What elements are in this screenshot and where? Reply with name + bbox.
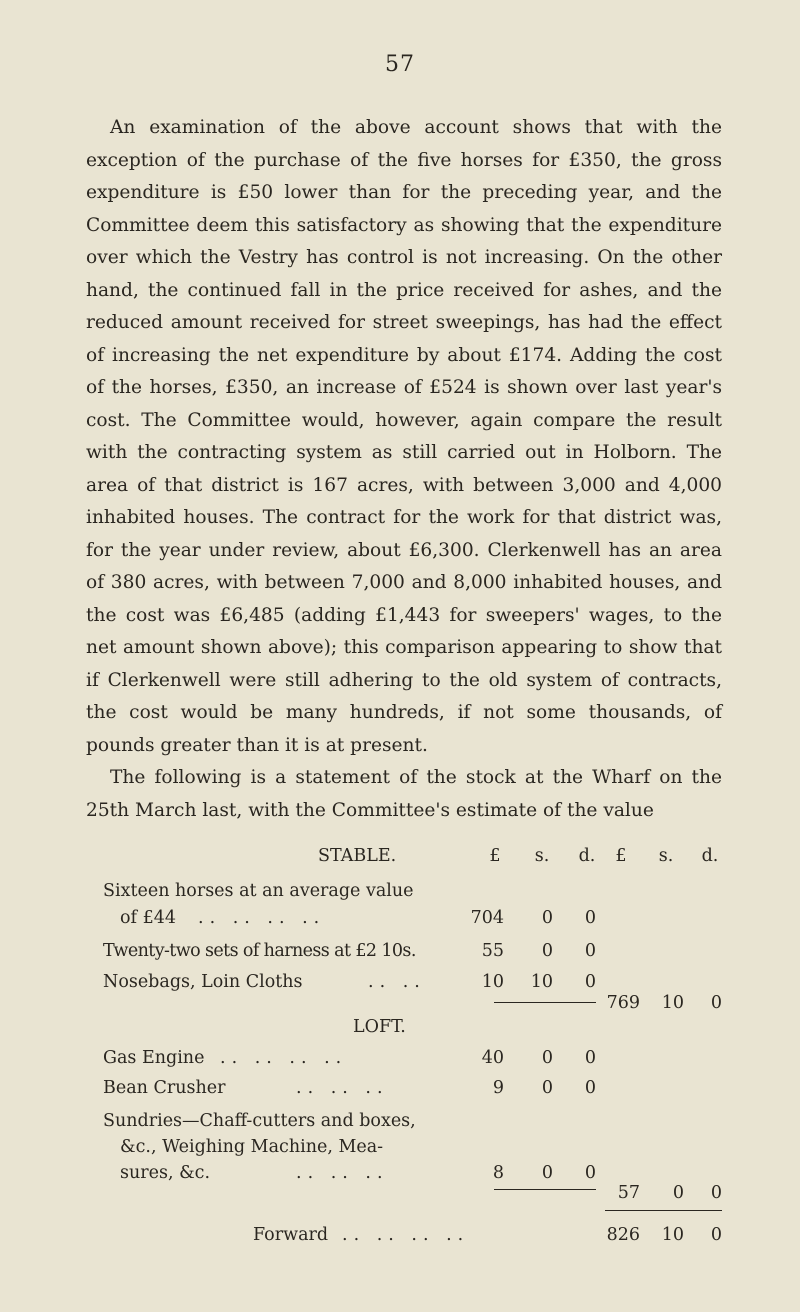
subtotal-rule — [494, 1189, 596, 1190]
row-pounds: 8 — [492, 1163, 504, 1183]
forward-pounds: 826 — [606, 1225, 640, 1245]
row-shillings: 0 — [541, 941, 553, 961]
row-leader-dots: .. .. — [368, 972, 426, 992]
body-text — [86, 112, 722, 827]
header-shillings: s. — [534, 846, 550, 866]
forward-shillings: 10 — [661, 1225, 684, 1245]
stable-total-pence: 0 — [710, 993, 722, 1013]
paragraph-statement-intro: The following is a statement of the stock at the Wharf on the 25th March last, with the Committee's estimate of the value — [86, 767, 722, 821]
row-label: sures, &c. — [120, 1163, 211, 1183]
stable-total-pounds: 769 — [606, 993, 640, 1013]
row-label: Bean Crusher — [103, 1078, 226, 1098]
row-leader-dots: .. .. .. .. — [220, 1048, 348, 1068]
stable-total-shillings: 10 — [661, 993, 684, 1013]
row-label: Gas Engine — [103, 1048, 205, 1068]
forward-label: Forward — [253, 1225, 329, 1245]
row-pence: 0 — [584, 941, 596, 961]
stable-heading: STABLE. — [318, 846, 397, 866]
paragraph-examination: An examination of the above account shows that with the exception of the purchase of the five horses for £350, the gross expenditure is £50 lower than for the preceding year, and the Committee deem this satisfactory as showing that the expenditure over which the Vestry has control is not increasing. On the other hand, the continued fall in the price received for ashes, and the reduced amount received for street sweepings, has had the effect of increasing the net expenditure by about £174. Adding the cost of the horses, £350, an increase of £524 is shown over last year's cost. The Committee would, however, again compare the result with the contracting system as still carried out in Holborn. The area of that district is 167 acres, with between 3,000 and 4,000 inhabited houses. The contract for the work for that district was, for the year under review, about £6,300. Clerkenwell has an area of 380 acres, with between 7,000 and 8,000 inhabited houses, and the cost was £6,485 (adding £1,443 for sweepers' wages, to the net amount shown above); this comparison appearing to show that if Clerkenwell were still adhering to the old system of contracts, the cost would be many hundreds, if not some thousands, of pounds greater than it is at present. — [86, 117, 722, 756]
row-label: Sixteen horses at an average value — [103, 881, 414, 901]
row-shillings: 10 — [530, 972, 553, 992]
row-pounds: 704 — [470, 908, 504, 928]
page-number: 57 — [385, 52, 415, 77]
row-pounds: 10 — [481, 972, 504, 992]
loft-total-shillings: 0 — [672, 1183, 684, 1203]
row-label: of £44 — [120, 908, 176, 928]
row-leader-dots: .. .. .. .. — [198, 908, 326, 928]
header-pounds-total: £ — [615, 846, 627, 866]
row-shillings: 0 — [541, 908, 553, 928]
row-label: Nosebags, Loin Cloths — [103, 972, 303, 992]
forward-pence: 0 — [710, 1225, 722, 1245]
loft-total-pence: 0 — [710, 1183, 722, 1203]
row-pounds: 9 — [492, 1078, 504, 1098]
row-leader-dots: .. .. .. — [296, 1078, 389, 1098]
row-leader-dots: .. .. .. .. — [342, 1225, 470, 1245]
row-label: Twenty-two sets of harness at £2 10s. — [103, 941, 416, 961]
row-leader-dots: .. .. .. — [296, 1163, 389, 1183]
row-pence: 0 — [584, 972, 596, 992]
row-shillings: 0 — [541, 1163, 553, 1183]
row-shillings: 0 — [541, 1048, 553, 1068]
row-label: &c., Weighing Machine, Mea- — [120, 1137, 384, 1157]
header-pence: d. — [578, 846, 596, 866]
loft-total-pounds: 57 — [617, 1183, 640, 1203]
row-pence: 0 — [584, 908, 596, 928]
header-shillings-total: s. — [658, 846, 674, 866]
header-pounds: £ — [489, 846, 501, 866]
loft-heading: LOFT. — [353, 1017, 406, 1037]
header-pence-total: d. — [701, 846, 719, 866]
subtotal-rule — [494, 1002, 596, 1003]
row-pence: 0 — [584, 1078, 596, 1098]
row-pounds: 40 — [481, 1048, 504, 1068]
row-pence: 0 — [584, 1163, 596, 1183]
row-pounds: 55 — [481, 941, 504, 961]
row-label: Sundries—Chaff-cutters and boxes, — [103, 1111, 416, 1131]
row-shillings: 0 — [541, 1078, 553, 1098]
total-rule — [605, 1210, 722, 1211]
row-pence: 0 — [584, 1048, 596, 1068]
